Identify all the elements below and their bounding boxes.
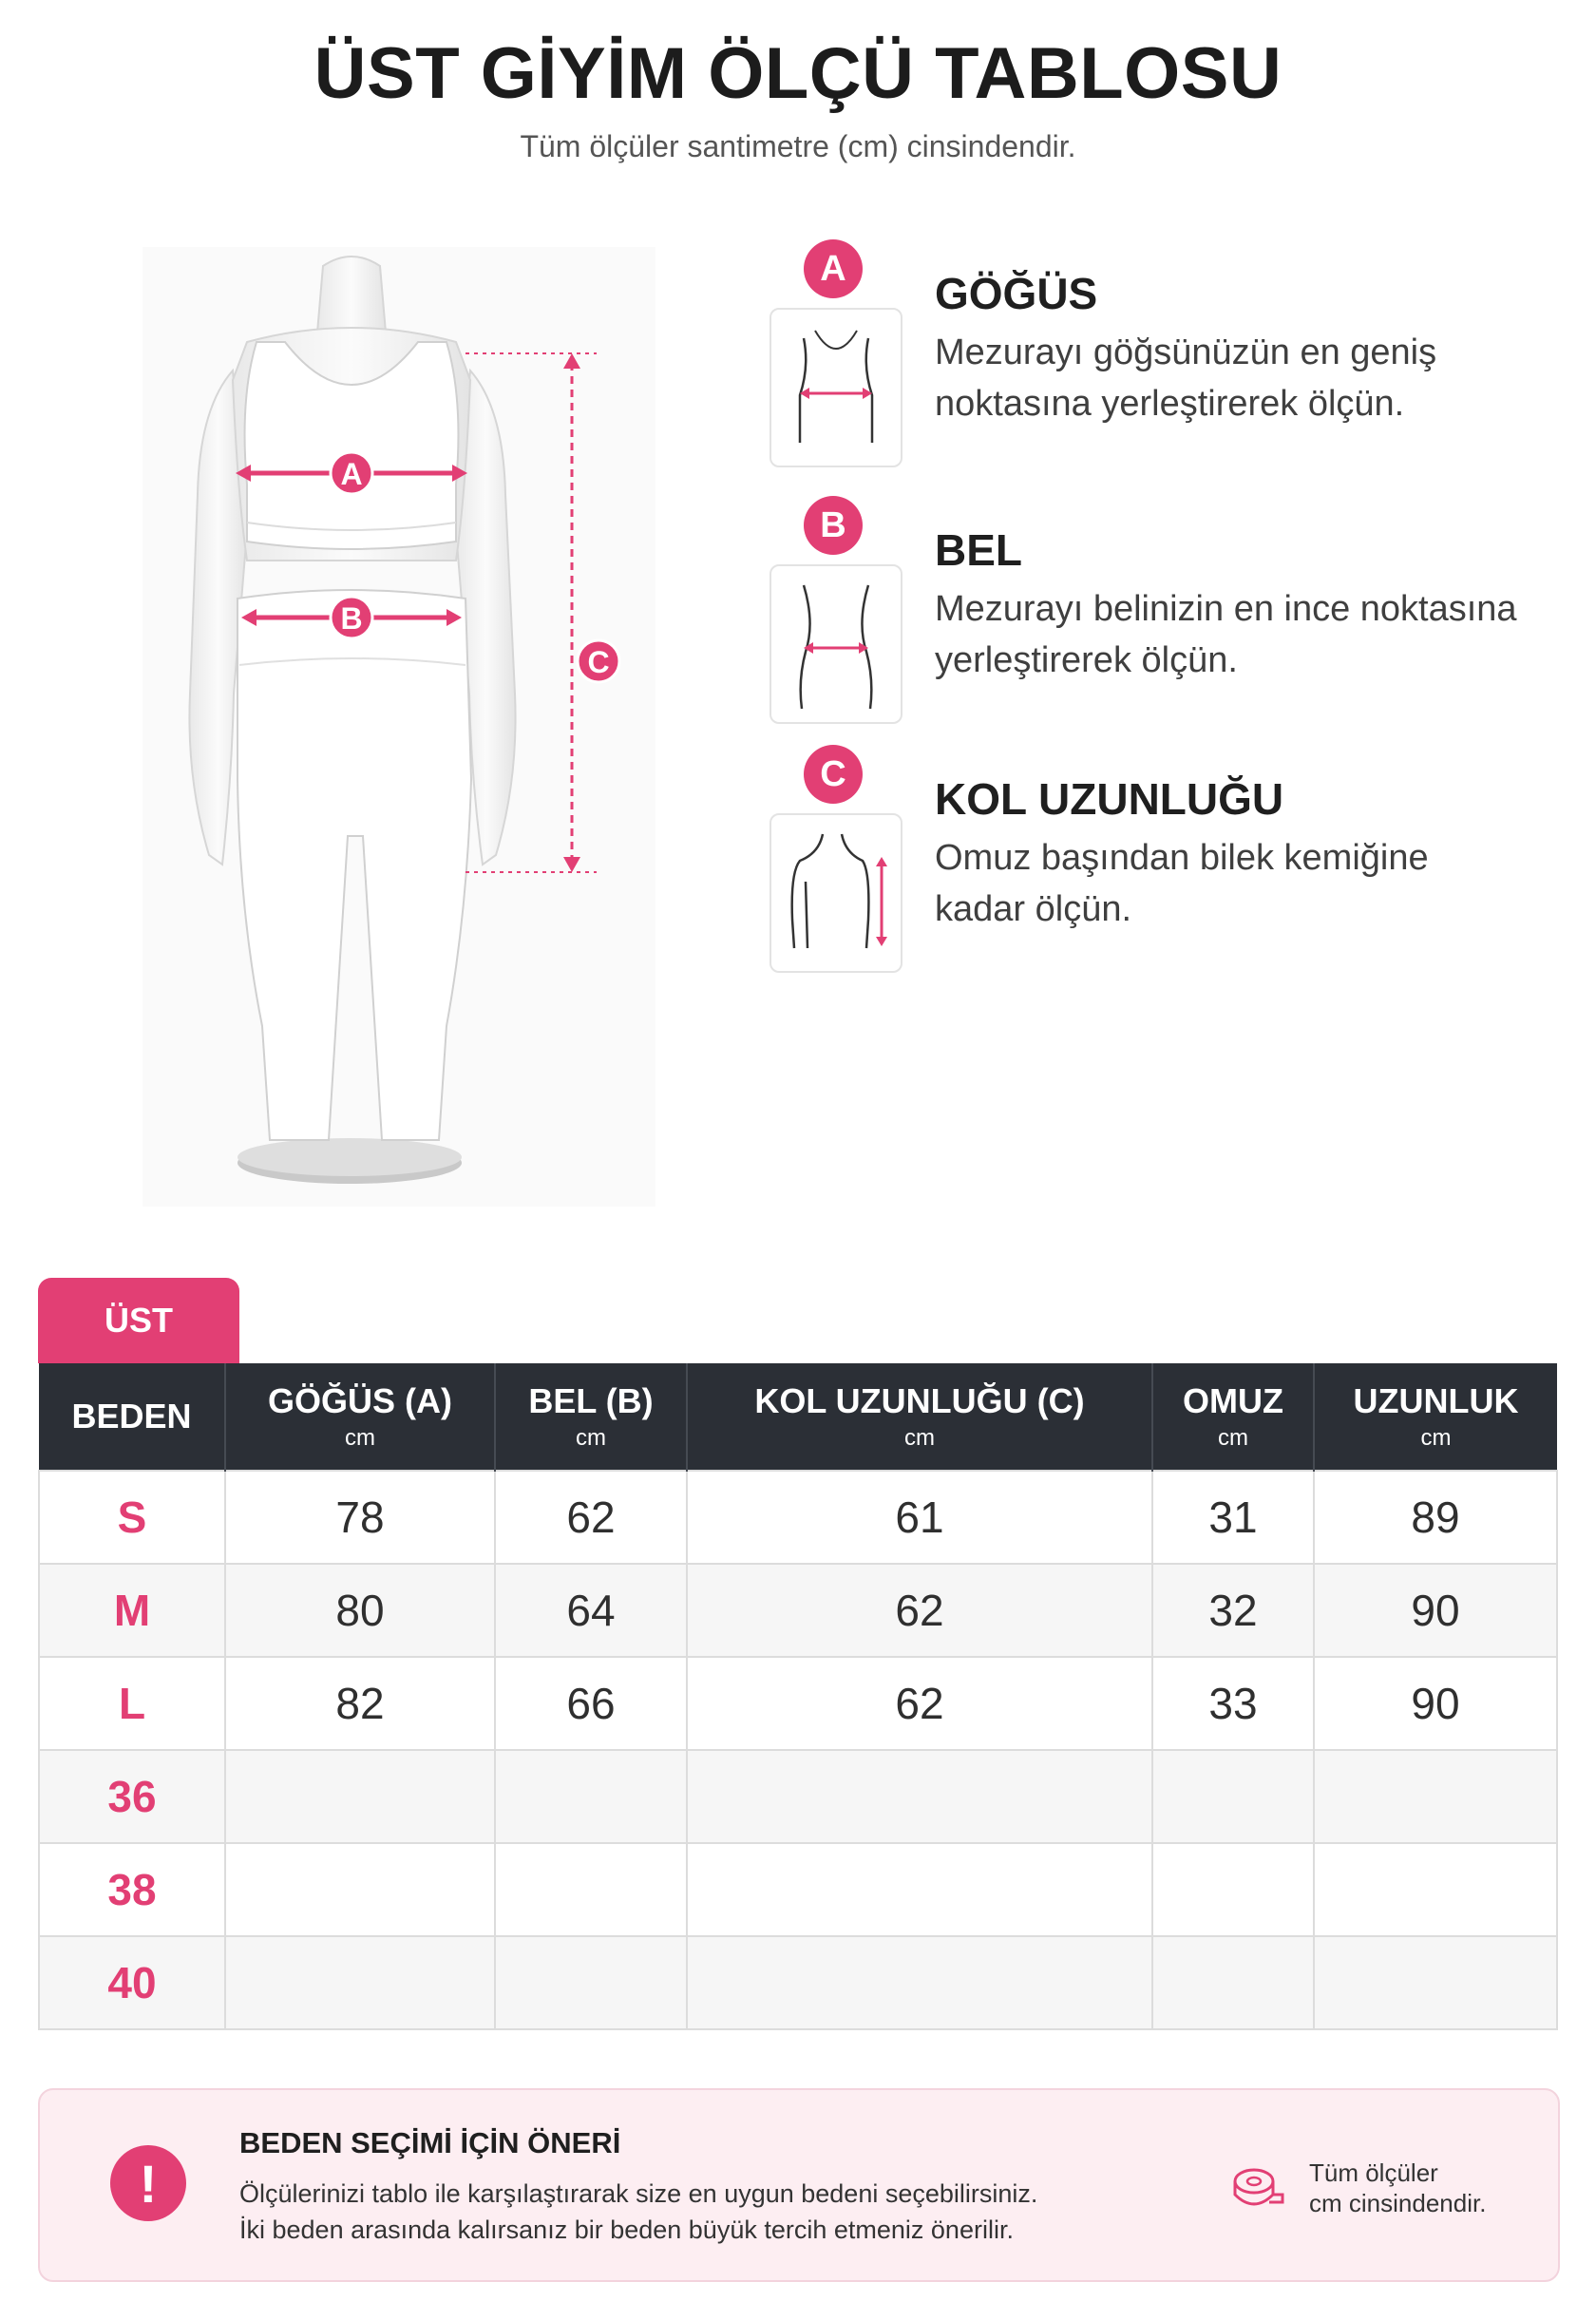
column-header-waist: BEL (B) cm — [495, 1363, 687, 1471]
table-cell: 61 — [687, 1471, 1152, 1564]
table-cell — [1314, 1750, 1557, 1843]
table-cell: 90 — [1314, 1657, 1557, 1750]
chest-measure-icon — [770, 308, 902, 467]
table-cell: 62 — [687, 1564, 1152, 1657]
waist-measure-icon — [770, 564, 902, 724]
column-header-chest: GÖĞÜS (A) cm — [225, 1363, 495, 1471]
size-cell: L — [39, 1657, 225, 1750]
size-table — [38, 1363, 1558, 2030]
table-cell: 64 — [495, 1564, 687, 1657]
tip-side-line-1: Tüm ölçüler — [1309, 2158, 1438, 2187]
size-cell: 36 — [39, 1750, 225, 1843]
tab-ust[interactable]: ÜST — [38, 1278, 239, 1363]
table-cell: 78 — [225, 1471, 495, 1564]
table-cell — [495, 1936, 687, 2029]
guide-chest — [770, 239, 1586, 486]
guide-title: BEL — [935, 525, 1022, 575]
table-cell: 80 — [225, 1564, 495, 1657]
tip-title: BEDEN SEÇİMİ İÇİN ÖNERİ — [239, 2126, 621, 2159]
table-cell — [225, 1750, 495, 1843]
guide-sleeve — [770, 745, 1586, 992]
size-tip-box — [38, 2088, 1560, 2282]
guide-title: GÖĞÜS — [935, 269, 1098, 318]
table-cell: 89 — [1314, 1471, 1557, 1564]
table-row — [39, 1564, 1557, 1657]
guide-title: KOL UZUNLUĞU — [935, 774, 1284, 824]
table-cell — [495, 1843, 687, 1936]
size-cell: 38 — [39, 1843, 225, 1936]
table-cell — [1314, 1936, 1557, 2029]
table-row — [39, 1843, 1557, 1936]
table-cell: 32 — [1152, 1564, 1314, 1657]
table-cell — [687, 1936, 1152, 2029]
measuring-tape-icon — [1231, 2160, 1284, 2214]
table-cell: 33 — [1152, 1657, 1314, 1750]
size-cell: S — [39, 1471, 225, 1564]
sleeve-measure-icon — [770, 813, 902, 973]
table-cell: 66 — [495, 1657, 687, 1750]
exclamation-icon: ! — [110, 2145, 186, 2221]
column-header-sleeve: KOL UZUNLUĞU (C) cm — [687, 1363, 1152, 1471]
column-header-size: BEDEN — [39, 1363, 225, 1471]
guide-badge: A — [804, 239, 863, 298]
table-cell — [1152, 1843, 1314, 1936]
table-cell — [225, 1843, 495, 1936]
table-cell — [495, 1750, 687, 1843]
table-header-row — [39, 1363, 1557, 1471]
table-cell: 62 — [495, 1471, 687, 1564]
column-header-shoulder: OMUZ cm — [1152, 1363, 1314, 1471]
figure-label-b: B — [340, 601, 363, 636]
table-cell — [1314, 1843, 1557, 1936]
guide-waist — [770, 496, 1586, 743]
guide-description: Mezurayı göğsünüzün en geniş noktasına yerleştirerek ölçün. — [935, 333, 1437, 424]
tip-line-1: Ölçülerinizi tablo ile karşılaştırarak size en uygun bedeni seçebilirsiniz. — [239, 2179, 1038, 2208]
tip-side-line-2: cm cinsindendir. — [1309, 2189, 1487, 2217]
table-row — [39, 1471, 1557, 1564]
figure-label-a: A — [340, 457, 363, 491]
table-cell — [1152, 1750, 1314, 1843]
table-cell: 62 — [687, 1657, 1152, 1750]
guide-badge: C — [804, 745, 863, 804]
table-row — [39, 1750, 1557, 1843]
guide-badge: B — [804, 496, 863, 555]
table-cell — [225, 1936, 495, 2029]
column-header-length: UZUNLUK cm — [1314, 1363, 1557, 1471]
table-cell — [687, 1843, 1152, 1936]
table-row — [39, 1657, 1557, 1750]
table-cell — [1152, 1936, 1314, 2029]
size-cell: 40 — [39, 1936, 225, 2029]
page-subtitle: Tüm ölçüler santimetre (cm) cinsindendir. — [520, 129, 1076, 163]
page-title: ÜST GİYİM ÖLÇÜ TABLOSU — [314, 33, 1282, 114]
guide-description: Mezurayı belinizin en ince noktasına yerleştirerek ölçün. — [935, 589, 1517, 680]
tip-line-2: İki beden arasında kalırsanız bir beden büyük tercih etmeniz önerilir. — [239, 2215, 1014, 2244]
mannequin-figure — [142, 247, 656, 1207]
table-cell: 31 — [1152, 1471, 1314, 1564]
guide-description: Omuz başından bilek kemiğine kadar ölçün. — [935, 838, 1429, 929]
table-cell: 82 — [225, 1657, 495, 1750]
size-cell: M — [39, 1564, 225, 1657]
table-cell — [687, 1750, 1152, 1843]
table-cell: 90 — [1314, 1564, 1557, 1657]
table-row — [39, 1936, 1557, 2029]
figure-label-c: C — [587, 645, 610, 679]
